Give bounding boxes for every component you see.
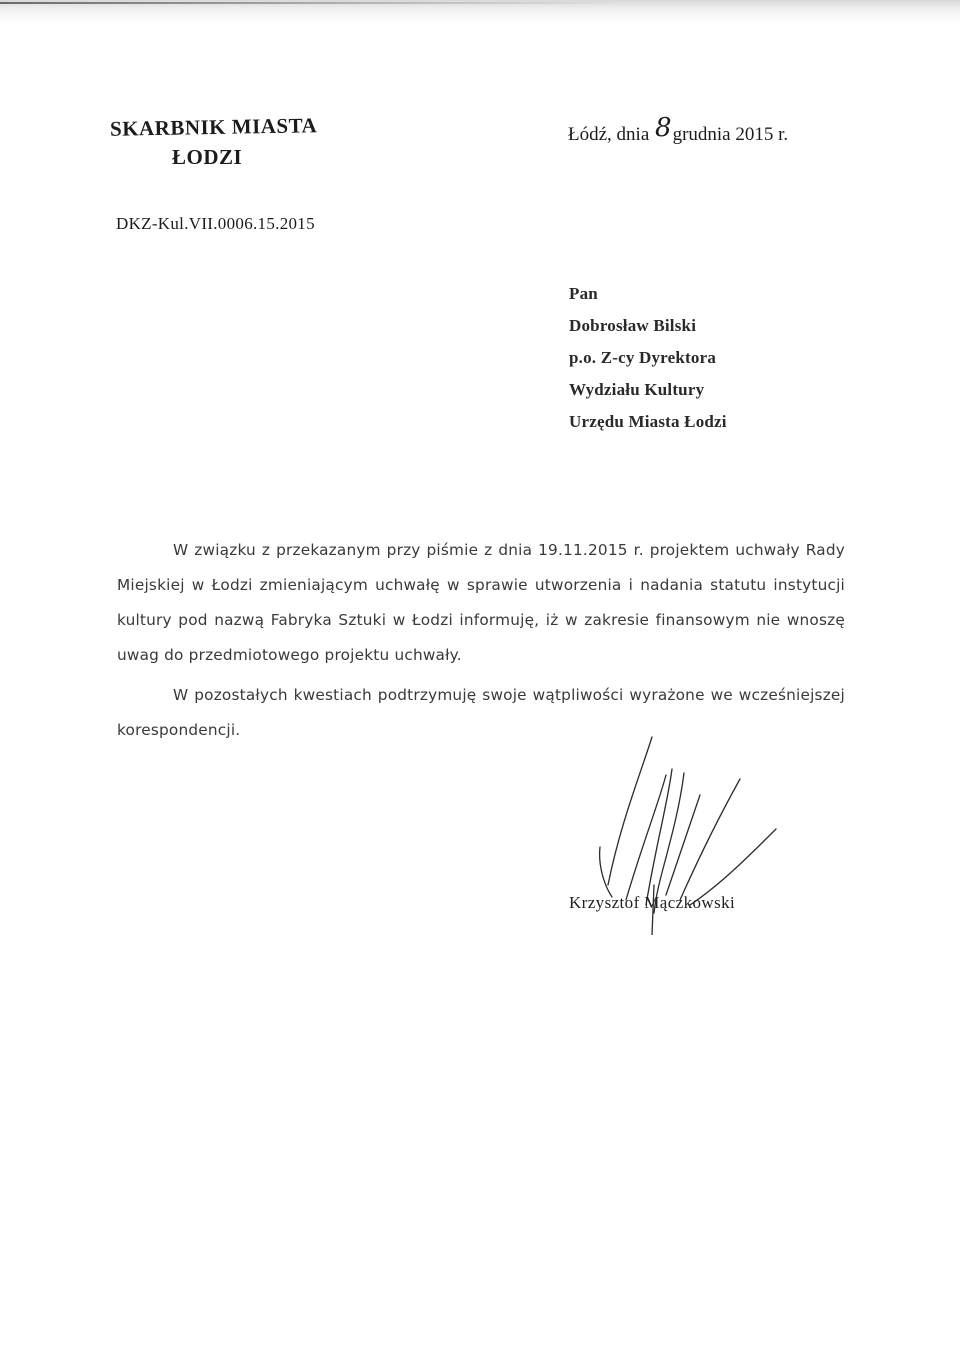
addressee-position: p.o. Z-cy Dyrektora	[569, 348, 717, 367]
addressee-name: Dobrosław Bilski	[569, 316, 697, 335]
reference-number: DKZ-Kul.VII.0006.15.2015	[116, 214, 315, 233]
signatory-name: Krzysztof Mączkowski	[569, 893, 736, 912]
date-day-handwritten: 8	[655, 113, 672, 143]
signature-stroke	[654, 773, 684, 913]
stamp-line-2: ŁODZI	[172, 145, 243, 169]
date-suffix: grudnia 2015 r.	[672, 124, 789, 145]
date-prefix: Łódź, dnia	[568, 124, 650, 145]
signature-stroke	[666, 795, 700, 895]
sender-stamp	[110, 112, 317, 172]
scan-edge-line	[0, 2, 620, 4]
addressee-office: Urzędu Miasta Łodzi	[569, 412, 727, 431]
body-paragraph-1: W związku z przekazanym przy piśmie z dnia 19.11.2015 r. projektem uchwały Rady Miejskiej w Łodzi zmieniającym uchwałę w sprawie utworzenia i nadania statutu instytucji kultury pod nazwą Fabryka Sztuki w Łodzi informuję, iż w zakresie finansowym nie wnoszę uwag do przedmiotowego projektu uchwały.	[117, 541, 845, 664]
addressee-block	[569, 278, 727, 438]
letter-date	[568, 113, 789, 147]
signature-stroke	[680, 779, 740, 900]
signature-stroke	[608, 737, 652, 885]
stamp-line-1: SKARBNIK MIASTA	[109, 113, 318, 141]
letter-body	[117, 533, 845, 748]
body-paragraph-2: W pozostałych kwestiach podtrzymuję swoje wątpliwości wyrażone we wcześniejszej korespondencji.	[117, 686, 845, 739]
addressee-salutation: Pan	[569, 284, 598, 303]
addressee-department: Wydziału Kultury	[569, 380, 705, 399]
